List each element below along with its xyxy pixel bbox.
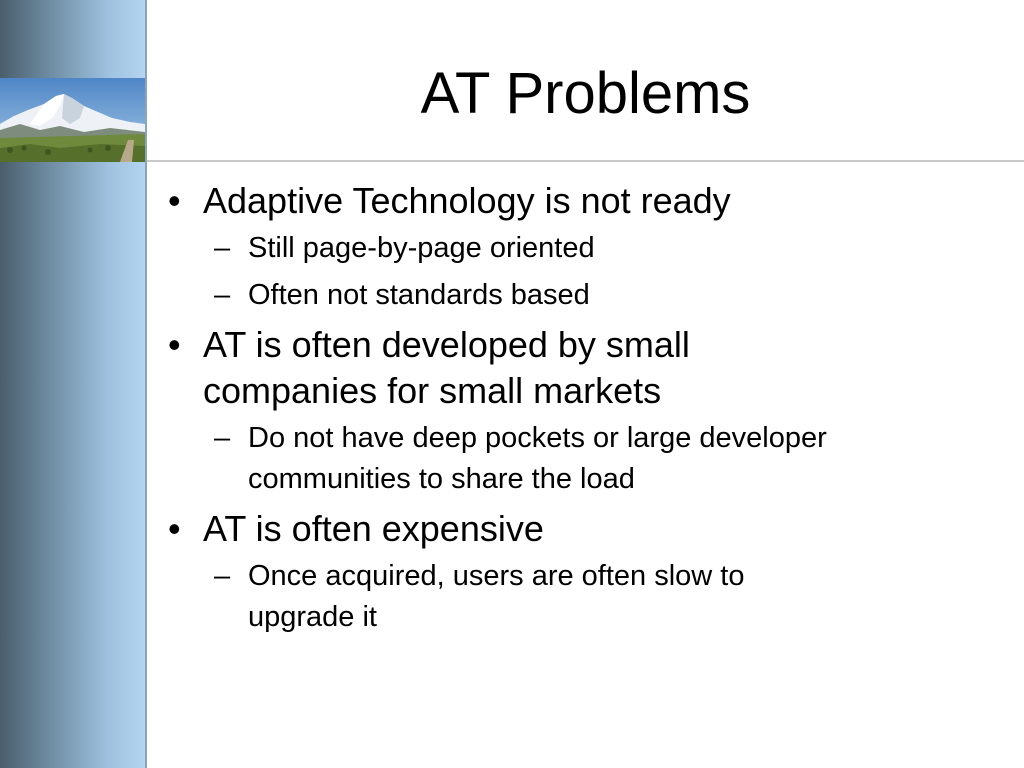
sub-bullet-marker: – <box>214 422 231 454</box>
sub-bullet-marker: – <box>214 232 231 264</box>
sub-bullet-marker: – <box>214 279 231 311</box>
bullet-list <box>160 178 980 644</box>
sub-bullet-item <box>160 228 980 269</box>
mountain-photo <box>0 78 145 162</box>
sub-bullet-item <box>160 556 848 638</box>
bullet-text: AT is often expensive <box>203 508 544 549</box>
bullet-text: Adaptive Technology is not ready <box>203 180 731 221</box>
sub-bullet-text: Still page-by-page oriented <box>248 232 595 264</box>
sub-bullet-marker: – <box>214 560 231 592</box>
sub-bullet-text: Once acquired, users are often slow to upgrade it <box>248 560 745 633</box>
title-divider <box>147 160 1024 162</box>
bullet-item <box>160 178 980 224</box>
bullet-item <box>160 322 763 414</box>
sub-bullet-item <box>160 275 980 316</box>
sub-bullet-item <box>160 418 938 500</box>
bullet-item <box>160 506 980 552</box>
bullet-marker: • <box>168 508 181 549</box>
sub-bullet-text: Do not have deep pockets or large developer communities to share the load <box>248 422 827 495</box>
bullet-marker: • <box>168 180 181 221</box>
bullet-marker: • <box>168 324 181 365</box>
slide-title: AT Problems <box>420 61 751 126</box>
sub-bullet-text: Often not standards based <box>248 279 590 311</box>
bullet-text: AT is often developed by small companies for small markets <box>203 324 690 411</box>
